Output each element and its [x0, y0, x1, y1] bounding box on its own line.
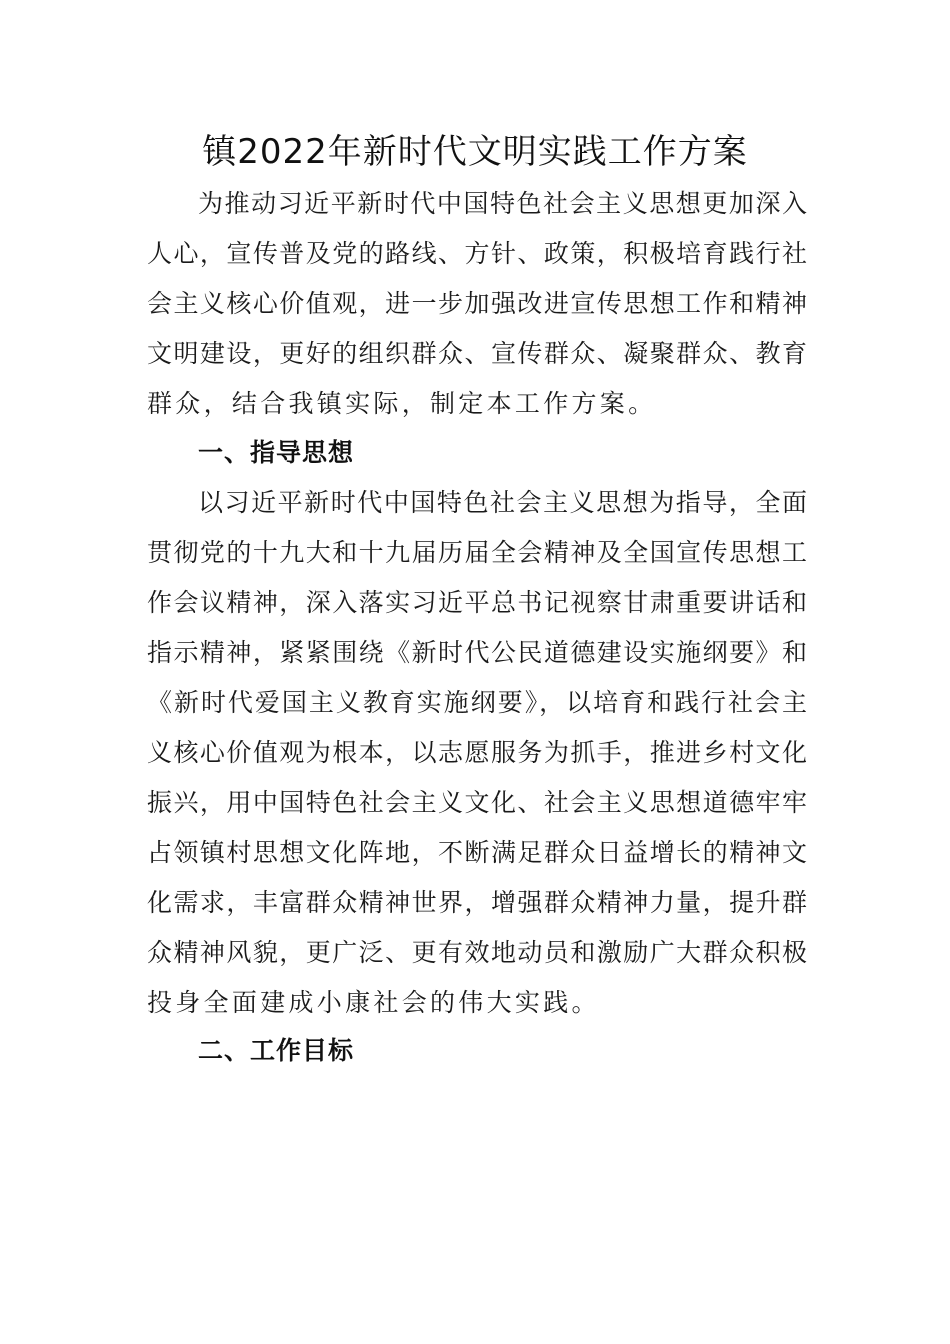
- section1-line: 贯彻党的十九大和十九届历届全会精神及全国宣传思想工: [147, 538, 807, 567]
- document-title: 镇2022年新时代文明实践工作方案: [202, 132, 748, 172]
- section-heading-guiding-ideology: 一、指导思想: [198, 438, 355, 467]
- section1-line: 众精神风貌，更广泛、更有效地动员和激励广大群众积极: [147, 938, 807, 967]
- section1-line: 《新时代爱国主义教育实施纲要》，以培育和践行社会主: [147, 688, 807, 717]
- intro-line: 文明建设，更好的组织群众、宣传群众、凝聚群众、教育: [147, 339, 807, 368]
- section1-line: 占领镇村思想文化阵地，不断满足群众日益增长的精神文: [147, 838, 807, 867]
- section1-line: 义核心价值观为根本，以志愿服务为抓手，推进乡村文化: [147, 738, 807, 767]
- intro-line: 为推动习近平新时代中国特色社会主义思想更加深入: [198, 189, 807, 218]
- section1-line: 以习近平新时代中国特色社会主义思想为指导，全面: [198, 488, 807, 517]
- section1-line: 投身全面建成小康社会的伟大实践。: [147, 988, 600, 1017]
- section1-line: 作会议精神，深入落实习近平总书记视察甘肃重要讲话和: [147, 588, 807, 617]
- section1-line: 化需求，丰富群众精神世界，增强群众精神力量，提升群: [147, 888, 807, 917]
- section-heading-work-goals: 二、工作目标: [198, 1036, 355, 1065]
- intro-line: 人心，宣传普及党的路线、方针、政策，积极培育践行社: [147, 239, 807, 268]
- intro-line: 会主义核心价值观，进一步加强改进宣传思想工作和精神: [147, 289, 807, 318]
- intro-line: 群众，结合我镇实际，制定本工作方案。: [147, 389, 657, 418]
- section1-line: 振兴，用中国特色社会主义文化、社会主义思想道德牢牢: [147, 788, 807, 817]
- section1-line: 指示精神，紧紧围绕《新时代公民道德建设实施纲要》和: [147, 638, 807, 667]
